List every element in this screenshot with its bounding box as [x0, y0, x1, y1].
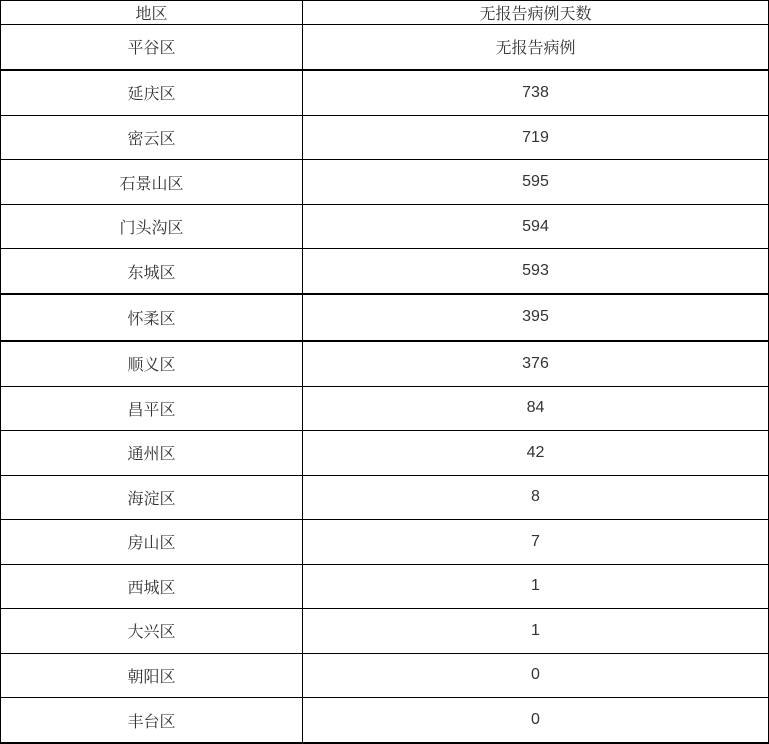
- days-cell: 593: [303, 249, 769, 294]
- region-cell: 通州区: [1, 431, 303, 476]
- region-cell: 密云区: [1, 115, 303, 160]
- days-cell: 84: [303, 386, 769, 431]
- header-cell-days: 无报告病例天数: [303, 1, 769, 25]
- table-body: [1, 25, 769, 744]
- table-row: [1, 564, 769, 609]
- table-row: [1, 609, 769, 654]
- region-cell: 大兴区: [1, 609, 303, 654]
- header-cell-region: 地区: [1, 1, 303, 25]
- region-cell: 怀柔区: [1, 294, 303, 340]
- table-row: [1, 294, 769, 340]
- region-cell: 延庆区: [1, 70, 303, 115]
- region-cell: 丰台区: [1, 698, 303, 743]
- region-cell: 东城区: [1, 249, 303, 294]
- table-row: [1, 520, 769, 565]
- region-cell: 海淀区: [1, 475, 303, 520]
- table-row: [1, 653, 769, 698]
- region-cell: 房山区: [1, 520, 303, 565]
- days-cell: 395: [303, 294, 769, 340]
- region-cell: 西城区: [1, 564, 303, 609]
- table-row: [1, 25, 769, 70]
- table-row: [1, 160, 769, 205]
- days-cell: 1: [303, 609, 769, 654]
- header-row: [1, 1, 769, 25]
- days-cell: 719: [303, 115, 769, 160]
- days-cell: 594: [303, 204, 769, 249]
- table-row: [1, 249, 769, 294]
- table-row: [1, 475, 769, 520]
- table-row: [1, 115, 769, 160]
- region-cell: 朝阳区: [1, 653, 303, 698]
- days-cell: 0: [303, 698, 769, 743]
- days-cell: 无报告病例: [303, 25, 769, 70]
- days-cell: 1: [303, 564, 769, 609]
- region-cell: 平谷区: [1, 25, 303, 70]
- days-cell: 595: [303, 160, 769, 205]
- days-cell: 0: [303, 653, 769, 698]
- days-cell: 738: [303, 70, 769, 115]
- region-cell: 昌平区: [1, 386, 303, 431]
- days-cell: 7: [303, 520, 769, 565]
- days-cell: 8: [303, 475, 769, 520]
- table-row: [1, 70, 769, 115]
- days-cell: 42: [303, 431, 769, 476]
- table-row: [1, 698, 769, 743]
- table-row: [1, 204, 769, 249]
- table-row: [1, 386, 769, 431]
- days-cell: 376: [303, 341, 769, 386]
- region-cell: 石景山区: [1, 160, 303, 205]
- region-cell: 门头沟区: [1, 204, 303, 249]
- table-row: [1, 431, 769, 476]
- region-cell: 顺义区: [1, 341, 303, 386]
- table-row: [1, 341, 769, 386]
